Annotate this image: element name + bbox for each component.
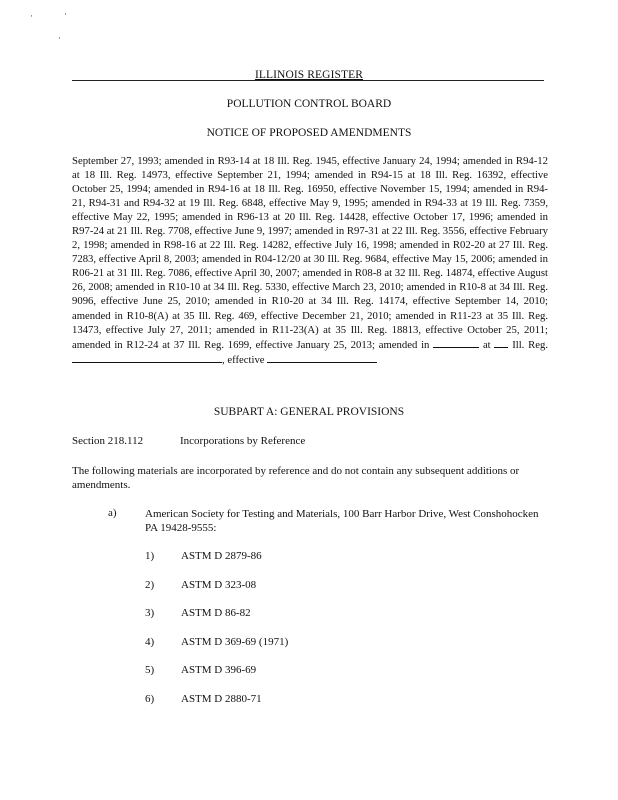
register-title: ILLINOIS REGISTER [254, 69, 364, 81]
list-item-number: 6) [145, 692, 155, 705]
intro-paragraph: The following materials are incorporated by reference and do not contain any subsequent additions or amendments. [72, 465, 520, 491]
blank-field [72, 352, 222, 363]
section-number: Section 218.112 [72, 435, 144, 447]
scan-mark: · [64, 9, 67, 19]
history-effective-label: , effective [222, 353, 265, 366]
blank-field [433, 337, 479, 348]
list-item-standard: ASTM D 323-08 [181, 578, 257, 591]
blank-field [267, 352, 377, 363]
amendment-history [72, 154, 548, 367]
scan-mark: · [58, 33, 61, 43]
board-name: POLLUTION CONTROL BOARD [226, 98, 392, 110]
list-item-standard: ASTM D 369-69 (1971) [181, 635, 289, 648]
blank-field [494, 337, 508, 348]
scan-mark: · [30, 11, 33, 21]
list-item-standard: ASTM D 396-69 [181, 664, 257, 677]
history-text: September 27, 1993; amended in R93-14 at 18 Ill. Reg. 1945, effective January 24, 1994; amended in R94-12 at 18 Ill. Reg. 14973, effective September 21, 1994; amended in R94-15 at 18 Ill. Reg. 16392, effective October 25, 1994; amended in R94-16 at 18 Ill. Reg. 16950, effective November 15, 1994; amended in R94-21, R94-31 and R94-32 at 19 Ill. Reg. 6848, effective May 9, 1995; amended in R94-33 at 19 Ill. Reg. 7359, effective May 22, 1995; amended in R96-13 at 20 Ill. Reg. 14428, effective October 17, 1996; amended in R97-24 at 21 Ill. Reg. 7708, effective June 9, 1997; amended in R97-31 at 22 Ill. Reg. 3556, effective February 2, 1998; amended in R98-16 at 22 Ill. Reg. 14282, effective July 16, 1998; amended in R02-20 at 27 Ill. Reg. 7283, effective April 8, 2003; amended in R04-12/20 at 30 Ill. Reg. 9684, effective May 15, 2006; amended in R06-21 at 31 Ill. Reg. 7086, effective April 30, 2007; amended in R08-8 at 32 Ill. Reg. 14874, effective August 26, 2008; amended in R10-10 at 34 Ill. Reg. 5330, effective March 23, 2010; amended in R10-8 at 34 Ill. Reg. 9096, effective June 25, 2010; amended in R10-20 at 34 Ill. Reg. 14174, effective September 14, 2010; amended in R10-8(A) at 35 Ill. Reg. 469, effective December 21, 2010; amended in R11-23 at 35 Ill. Reg. 13473, effective July 27, 2011; amended in R11-23(A) at 35 Ill. Reg. 18813, effective October 25, 2011; amended in R12-24 at 37 Ill. Reg. 1699, effective January 25, 2013; amended in [72, 155, 548, 351]
subpart-heading: SUBPART A: GENERAL PROVISIONS [213, 406, 405, 418]
list-item-number: 4) [145, 635, 155, 648]
list-item-number: 3) [145, 607, 155, 620]
history-ill-label: Ill. [512, 338, 525, 351]
list-item-standard: ASTM D 2879-86 [181, 550, 262, 562]
history-at-label: at [482, 338, 491, 351]
history-reg-label: Reg. [528, 338, 549, 351]
item-a-label: a) [108, 507, 117, 519]
list-item-number: 1) [145, 550, 155, 562]
section-title: Incorporations by Reference [180, 435, 306, 447]
notice-title: NOTICE OF PROPOSED AMENDMENTS [206, 127, 412, 139]
list-item-standard: ASTM D 2880-71 [181, 692, 262, 705]
list-item-number: 2) [145, 578, 155, 591]
list-item-number: 5) [145, 664, 155, 677]
item-a-text: American Society for Testing and Materials, 100 Barr Harbor Drive, West Conshohocken PA 19428-9555: [145, 508, 539, 534]
list-item-standard: ASTM D 86-82 [181, 607, 251, 620]
